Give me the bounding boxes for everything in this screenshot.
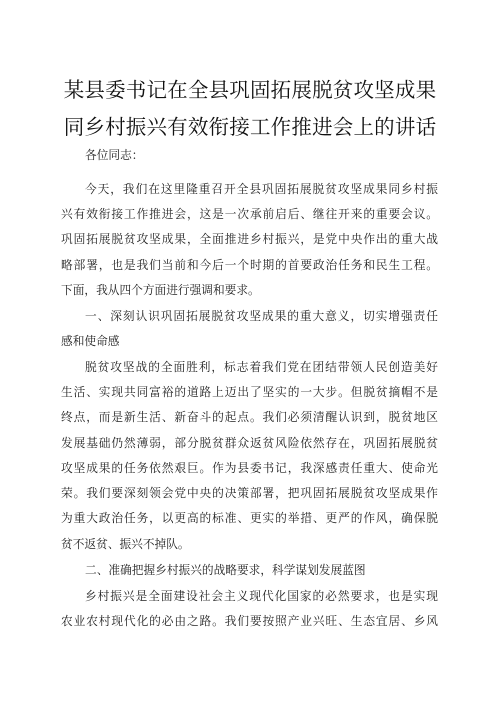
section-heading-line: 感和使命感 — [61, 334, 120, 348]
paragraph-line: 今天，我们在这里隆重召开全县巩固拓展脱贫攻坚成果同乡村振 — [85, 182, 438, 196]
paragraph-line: 脱贫攻坚战的全面胜利，标志着我们党在团结带领人民创造美好 — [85, 360, 438, 374]
section-heading-line: 二、准确把握乡村振兴的战略要求，科学谋划发展蓝图 — [85, 563, 366, 577]
paragraph-line: 荣。我们要深刻领会党中央的决策部署，把巩固拓展脱贫攻坚成果作 — [61, 486, 438, 500]
paragraph-line: 攻坚成果的任务依然艰巨。作为县委书记，我深感责任重大、使命光 — [61, 461, 438, 475]
section-heading-line: 一、深刻认识巩固拓展脱贫攻坚成果的重大意义，切实增强责任 — [85, 309, 438, 323]
paragraph-line: 贫不返贫、振兴不掉队。 — [61, 537, 190, 551]
paragraph-line: 乡村振兴是全面建设社会主义现代化国家的必然要求，也是实现 — [85, 589, 438, 603]
paragraph-line: 农业农村现代化的必由之路。我们要按照产业兴旺、生态宜居、乡风 — [61, 614, 438, 628]
paragraph-line: 下面，我从四个方面进行强调和要求。 — [61, 283, 260, 297]
greeting: 各位同志： — [85, 148, 144, 162]
document-title-line-2: 同乡村振兴有效衔接工作推进会上的讲话 — [63, 115, 437, 139]
paragraph-line: 巩固拓展脱贫攻坚成果，全面推进乡村振兴，是党中央作出的重大战 — [61, 232, 438, 246]
paragraph-line: 生活、实现共同富裕的道路上迈出了坚实的一大步。但脱贫摘帽不是 — [61, 385, 438, 399]
paragraph-line: 发展基础仍然薄弱，部分脱贫群众返贫风险依然存在，巩固拓展脱贫 — [61, 436, 438, 450]
paragraph-line: 终点，而是新生活、新奋斗的起点。我们必须清醒认识到，脱贫地区 — [61, 410, 438, 424]
paragraph-line: 为重大政治任务，以更高的标准、更实的举措、更严的作风，确保脱 — [61, 511, 438, 525]
paragraph-line: 兴有效衔接工作推进会，这是一次承前启后、继往开来的重要会议。 — [61, 207, 438, 221]
paragraph-line: 略部署，也是我们当前和今后一个时期的首要政治任务和民生工程。 — [61, 258, 438, 272]
document-title-line-1: 某县委书记在全县巩固拓展脱贫攻坚成果 — [63, 78, 437, 102]
